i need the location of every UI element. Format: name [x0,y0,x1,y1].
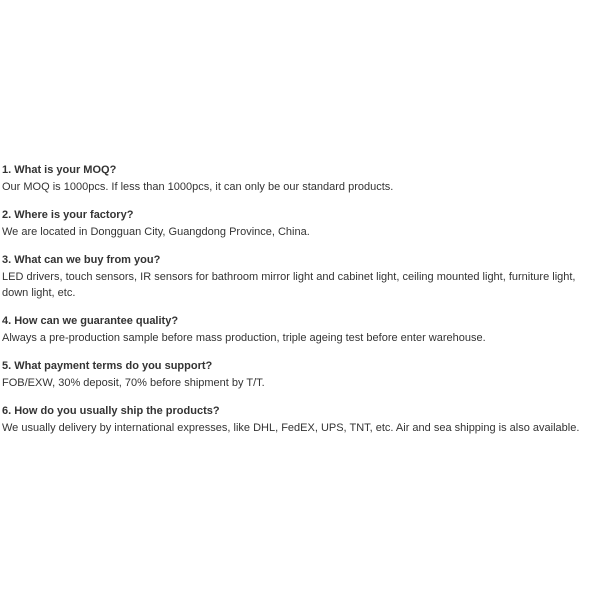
faq-list [2,162,594,448]
faq-answer: Our MOQ is 1000pcs. If less than 1000pcs, it can only be our standard products. [2,181,394,193]
faq-answer: We are located in Dongguan City, Guangdong Province, China. [2,226,310,238]
faq-question: 6. How do you usually ship the products? [2,405,220,417]
faq-question: 4. How can we guarantee quality? [2,315,179,327]
faq-question: 1. What is your MOQ? [2,164,117,176]
faq-answer: Always a pre-production sample before mass production, triple ageing test before enter warehouse. [2,332,486,344]
faq-item-products [2,252,594,301]
faq-question: 5. What payment terms do you support? [2,360,213,372]
faq-question: 2. Where is your factory? [2,209,134,221]
faq-item-payment [2,358,594,391]
faq-item-moq [2,162,594,195]
faq-answer: FOB/EXW, 30% deposit, 70% before shipment by T/T. [2,377,265,389]
faq-item-factory [2,207,594,240]
faq-item-shipping [2,403,594,436]
faq-answer: LED drivers, touch sensors, IR sensors for bathroom mirror light and cabinet light, ceiling mounted light, furniture light, down light, etc. [2,271,576,299]
faq-answer: We usually delivery by international expresses, like DHL, FedEX, UPS, TNT, etc. Air and sea shipping is also available. [2,422,580,434]
faq-item-quality [2,313,594,346]
faq-question: 3. What can we buy from you? [2,254,161,266]
